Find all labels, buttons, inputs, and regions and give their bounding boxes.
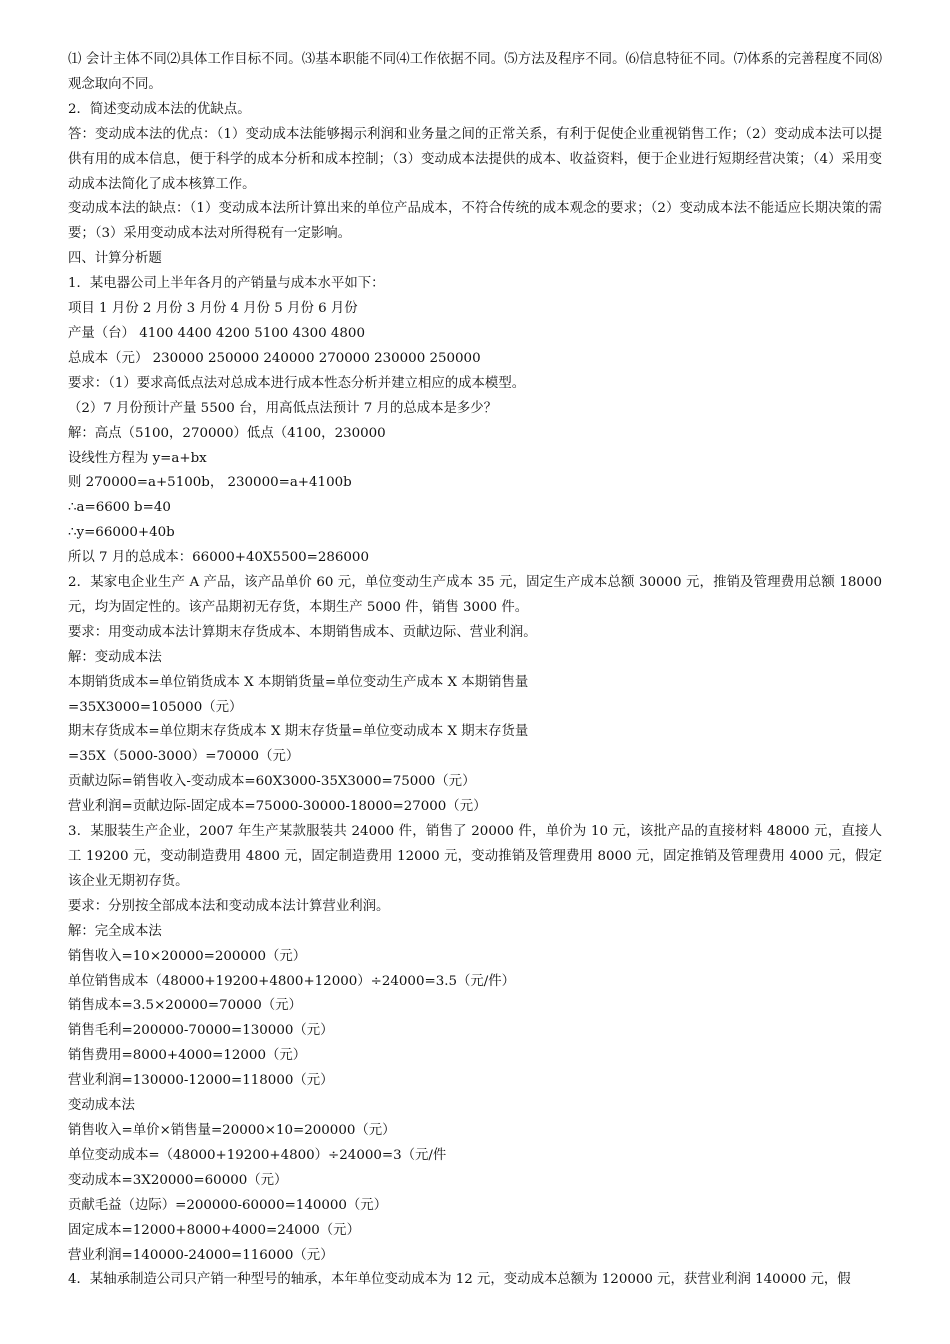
solution-2-sales-cost-value: =35X3000=105000（元） <box>68 699 243 715</box>
solution-3-cost-of-sales: 销售成本=3.5×20000=70000（元） <box>68 998 302 1014</box>
solution-3-variable-cost: 变动成本=3X20000=60000（元） <box>68 1172 288 1188</box>
solution-3-gross-profit: 销售毛利=200000-70000=130000（元） <box>68 1023 334 1039</box>
solution-3-var-operating-profit: 营业利润=140000-24000=116000（元） <box>68 1247 334 1263</box>
solution-3-selling-expense: 销售费用=8000+4000=12000（元） <box>68 1048 307 1064</box>
section-heading-calculation: 四、计算分析题 <box>68 251 162 267</box>
solution-3-unit-variable-cost: 单位变动成本=（48000+19200+4800）÷24000=3（元/件 <box>68 1147 447 1163</box>
problem-3-requirement: 要求：分别按全部成本法和变动成本法计算营业利润。 <box>68 898 390 914</box>
paragraph-differences-list: ⑴ 会计主体不同⑵具体工作目标不同。⑶基本职能不同⑷工作依据不同。⑸方法及程序不同。⑹信息特征不同。⑺体系的完善程度不同⑻观念取向不同。 <box>68 52 882 92</box>
solution-3-contribution-margin: 贡献毛益（边际）=200000-60000=140000（元） <box>68 1197 388 1213</box>
solution-2-sales-cost-formula: 本期销货成本=单位销货成本 X 本期销货量=单位变动生产成本 X 本期销售量 <box>68 674 529 690</box>
problem-1-output-row: 产量（台） 4100 4400 4200 5100 4300 4800 <box>68 325 365 341</box>
solution-1-equation: 设线性方程为 y=a+bx <box>68 450 207 466</box>
problem-1-statement: 1．某电器公司上半年各月的产销量与成本水平如下： <box>68 276 385 292</box>
solution-3-unit-cost: 单位销售成本（48000+19200+4800+12000）÷24000=3.5（元/件） <box>68 973 516 989</box>
problem-1-requirement-1: 要求：（1）要求高低点法对总成本进行成本性态分析并建立相应的成本模型。 <box>68 375 526 391</box>
solution-2-heading: 解：变动成本法 <box>68 649 162 665</box>
problem-1-months-row: 项目 1 月份 2 月份 3 月份 4 月份 5 月份 6 月份 <box>68 301 358 317</box>
problem-2-requirement: 要求：用变动成本法计算期末存货成本、本期销售成本、贡献边际、营业利润。 <box>68 624 537 640</box>
solution-1-july-cost: 所以 7 月的总成本：66000+40X5500=286000 <box>68 550 369 566</box>
solution-1-ab-values: ∴a=6600 b=40 <box>68 500 171 516</box>
solution-1-high-low: 解：高点（5100，270000）低点（4100，230000 <box>68 425 386 441</box>
solution-3-var-sales-revenue: 销售收入=单价×销售量=20000×10=200000（元） <box>68 1122 396 1138</box>
answer-disadvantages-paragraph: 变动成本法的缺点：（1）变动成本法所计算出来的单位产品成本，不符合传统的成本观念的要求；（2）变动成本法不能适应长期决策的需要；（3）采用变动成本法对所得税有一定影响。 <box>68 201 882 242</box>
solution-3-absorption-heading: 解：完全成本法 <box>68 923 162 939</box>
problem-2-statement: 2．某家电企业生产 A 产品，该产品单价 60 元，单位变动生产成本 35 元，固定生产成本总额 30000 元，推销及管理费用总额 18000 元，均为固定性的。该产品期初无存货，本期生产 5000 件，销售 3000 件。 <box>68 575 882 615</box>
solution-2-inventory-formula: 期末存货成本=单位期末存货成本 X 期末存货量=单位变动成本 X 期末存货量 <box>68 724 529 740</box>
document-page <box>68 48 882 1293</box>
solution-2-inventory-value: =35X（5000-3000）=70000（元） <box>68 749 300 765</box>
solution-2-contribution-margin: 贡献边际=销售收入-变动成本=60X3000-35X3000=75000（元） <box>68 774 476 790</box>
problem-3-statement: 3．某服装生产企业，2007 年生产某款服装共 24000 件，销售了 20000 件，单价为 10 元，该批产品的直接材料 48000 元，直接人工 19200 元，变动制造费用 4800 元，固定制造费用 12000 元，变动推销及管理费用 8000 元，固定推销及管理费用 4000 元，假定该企业无期初存货。 <box>68 824 882 889</box>
solution-1-system: 则 270000=a+5100b， 230000=a+4100b <box>68 475 352 491</box>
problem-1-requirement-2: （2）7 月份预计产量 5500 台，用高低点法预计 7 月的总成本是多少？ <box>68 400 498 416</box>
solution-2-operating-profit: 营业利润=贡献边际-固定成本=75000-30000-18000=27000（元） <box>68 799 487 815</box>
solution-3-variable-heading: 变动成本法 <box>68 1098 135 1114</box>
solution-3-sales-revenue: 销售收入=10×20000=200000（元） <box>68 948 307 964</box>
problem-1-cost-row: 总成本（元） 230000 250000 240000 270000 230000 250000 <box>68 350 481 366</box>
question-2-heading: 2．简述变动成本法的优缺点。 <box>68 101 251 117</box>
solution-3-fixed-cost: 固定成本=12000+8000+4000=24000（元） <box>68 1222 360 1238</box>
answer-advantages-paragraph: 答：变动成本法的优点：（1）变动成本法能够揭示利润和业务量之间的正常关系，有利于促使企业重视销售工作；（2）变动成本法可以提供有用的成本信息，便于科学的成本分析和成本控制；（3）变动成本法提供的成本、收益资料，便于企业进行短期经营决策；（4）采用变动成本法简化了成本核算工作。 <box>68 126 882 192</box>
solution-3-operating-profit: 营业利润=130000-12000=118000（元） <box>68 1073 334 1089</box>
solution-1-model: ∴y=66000+40b <box>68 525 175 541</box>
problem-4-statement: 4．某轴承制造公司只产销一种型号的轴承，本年单位变动成本为 12 元，变动成本总额为 120000 元，获营业利润 140000 元，假 <box>68 1272 851 1288</box>
